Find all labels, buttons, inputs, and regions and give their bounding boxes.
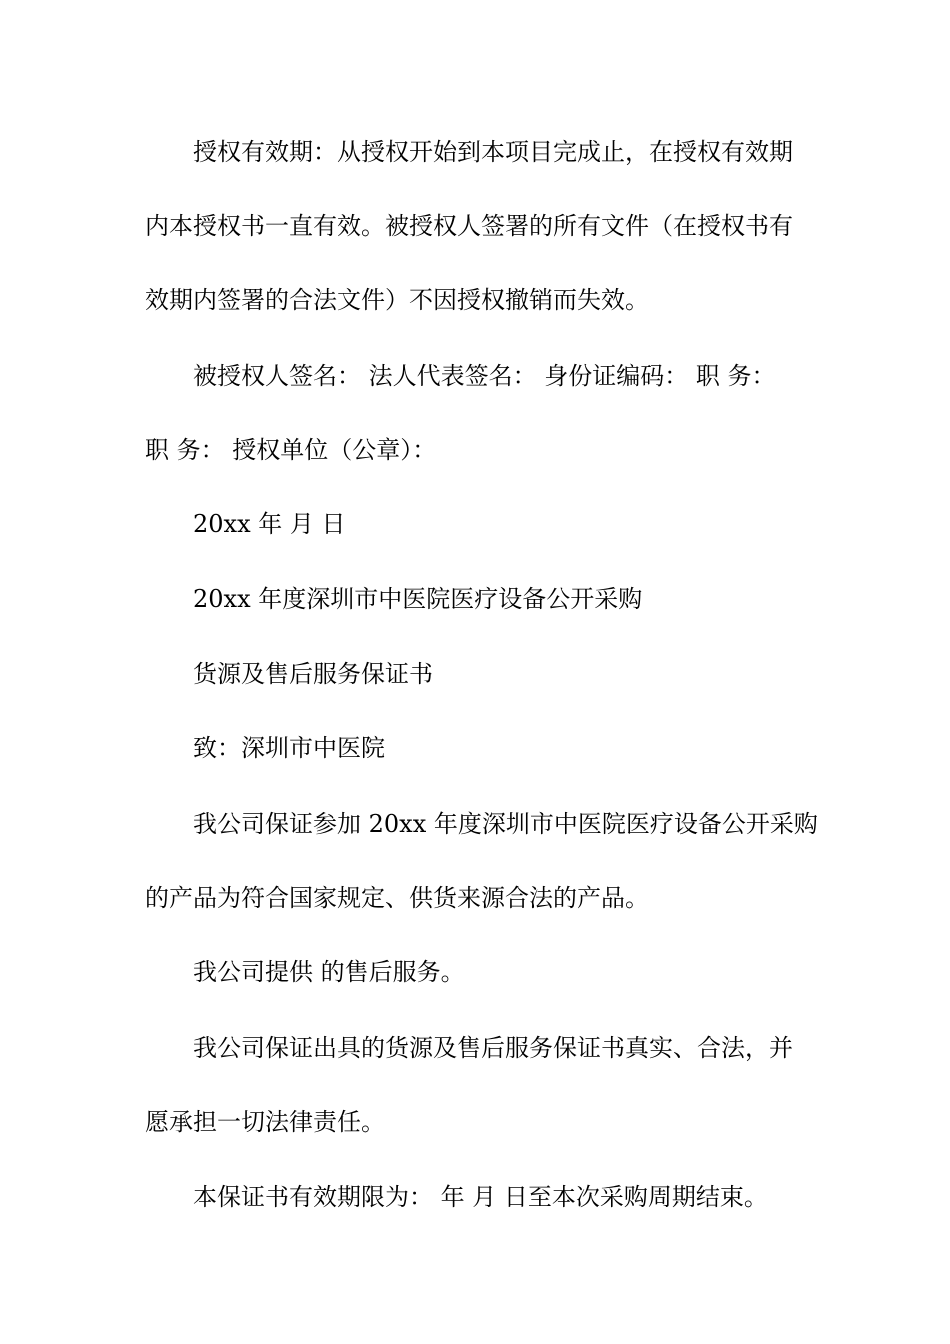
addressee-line: 致：深圳市中医院 bbox=[193, 734, 385, 762]
signature-fields-line-1: 被授权人签名： 法人代表签名： 身份证编码： 职 务： bbox=[193, 362, 776, 390]
paragraph-guarantee-line-2: 的产品为符合国家规定、供货来源合法的产品。 bbox=[145, 884, 649, 912]
paragraph-validity-period: 本保证书有效期限为： 年 月 日至本次采购周期结束。 bbox=[193, 1183, 768, 1211]
procurement-title: 20xx 年度深圳市中医院医疗设备公开采购 bbox=[193, 585, 643, 613]
paragraph-legal-responsibility-line-2: 愿承担一切法律责任。 bbox=[145, 1108, 385, 1136]
paragraph-authorization-validity-line-2: 内本授权书一直有效。被授权人签署的所有文件（在授权书有 bbox=[145, 212, 793, 240]
paragraph-authorization-validity-line-1: 授权有效期：从授权开始到本项目完成止，在授权有效期 bbox=[193, 138, 793, 166]
date-line: 20xx 年 月 日 bbox=[193, 510, 346, 538]
paragraph-after-sales-service: 我公司提供 的售后服务。 bbox=[193, 958, 465, 986]
guarantee-title: 货源及售后服务保证书 bbox=[193, 660, 433, 688]
paragraph-legal-responsibility-line-1: 我公司保证出具的货源及售后服务保证书真实、合法，并 bbox=[193, 1034, 793, 1062]
signature-fields-line-2: 职 务： 授权单位（公章）： bbox=[145, 436, 437, 464]
paragraph-guarantee-line-1: 我公司保证参加 20xx 年度深圳市中医院医疗设备公开采购 bbox=[193, 810, 818, 838]
paragraph-authorization-validity-line-3: 效期内签署的合法文件）不因授权撤销而失效。 bbox=[145, 286, 649, 314]
